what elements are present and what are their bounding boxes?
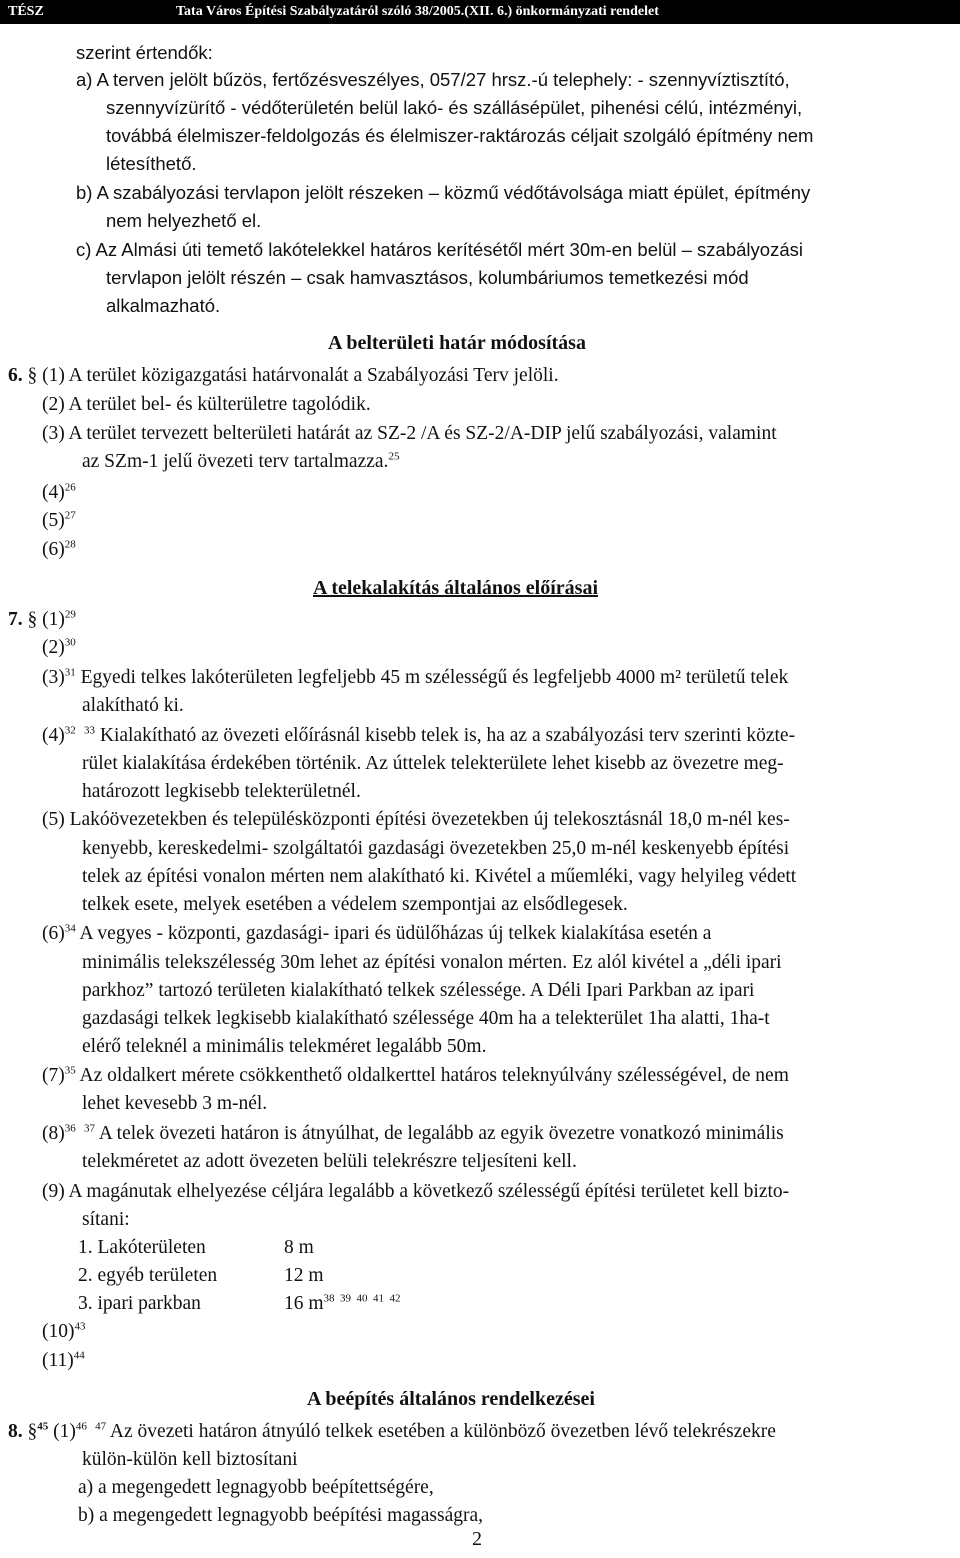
section7-para10 <box>42 1320 86 1344</box>
page-header <box>0 0 960 24</box>
footnote-ref: 27 <box>64 509 76 522</box>
section6-para2: (2) A terület bel- és külterületre tagolódik. <box>42 394 371 415</box>
section7-para5-line4: telkek esete, melyek esetében a védelem szempontjai az elsődlegesek. <box>82 894 628 915</box>
section6-p4-label: (4) <box>42 482 65 503</box>
section6-para5 <box>42 509 76 533</box>
footnote-ref: 26 <box>64 481 76 494</box>
section7-para7-line2: lehet kevesebb 3 m-nél. <box>82 1093 268 1114</box>
list-item-label: 2. egyéb területen <box>78 1265 218 1286</box>
section8-para1-line1 <box>8 1420 776 1444</box>
footnote-ref: 38 39 40 41 42 <box>323 1292 401 1305</box>
page-number: 2 <box>472 1528 482 1550</box>
section7-para8-line2: telekméretet az adott övezeten belüli telekrészre teljesíteni kell. <box>82 1151 577 1172</box>
section7-number: 7. <box>8 609 23 630</box>
section8-p1-text: Az övezeti határon átnyúló telkek esetében a különböző övezetben lévő telekrészekre <box>106 1421 776 1442</box>
section7-p1-label: (1) <box>37 609 65 630</box>
section7-para7-line1 <box>42 1064 789 1088</box>
section-sign: § <box>22 609 38 630</box>
section7-para5-line3: telek az építési vonalon mérten nem alakítható ki. Kivétel a műemléki, vagy helyileg védett <box>82 866 797 887</box>
section7-para6-line3: parkhoz” tartozó területen kialakítható telkek szélessége. A Déli Ipari Parkban az ipari <box>82 980 755 1001</box>
section7-para5-line2: kenyebb, kereskedelmi- szolgáltatói gazdasági övezetekben 25,0 m-nél keskenyebb építési <box>82 838 790 859</box>
section7-para1 <box>8 608 76 632</box>
section7-para11 <box>42 1349 85 1373</box>
footnote-ref: 44 <box>73 1349 85 1362</box>
section7-para9-line2: sítani: <box>82 1209 130 1230</box>
section7-heading: A telekalakítás általános előírásai <box>313 577 598 599</box>
section7-p3-label: (3) <box>42 667 65 688</box>
list-item-label: 1. Lakóterületen <box>78 1237 206 1258</box>
section6-para3-line1: (3) A terület tervezett belterületi határát az SZ-2 /A és SZ-2/A-DIP jelű szabályozási, valamint <box>42 423 777 444</box>
footnote-ref: 28 <box>64 538 76 551</box>
intro-b-line1: b) A szabályozási tervlapon jelölt részeken – közmű védőtávolsága miatt épület, építmény <box>76 182 811 203</box>
intro-c-line3: alkalmazható. <box>106 295 221 316</box>
section7-para9-line1: (9) A magánutak elhelyezése céljára legalább a következő szélességű építési területet kell bizto- <box>42 1181 790 1202</box>
footnote-ref: 46 47 <box>75 1420 107 1433</box>
section7-p3-text: Egyedi telkes lakóterületen legfeljebb 45 m szélességű és legfeljebb 4000 m² területű telek <box>75 667 789 688</box>
section7-p7-label: (7) <box>42 1065 65 1086</box>
intro-line: szerint értendők: <box>76 42 213 63</box>
section7-para6-line5: elérő teleknél a minimális telekméret legalább 50m. <box>82 1036 487 1057</box>
section6-para1 <box>8 364 559 388</box>
section7-para6-line1 <box>42 922 711 946</box>
section6-para6 <box>42 538 76 562</box>
section8-para1-line2: külön-külön kell biztosítani <box>82 1449 298 1470</box>
section7-para4-line3: határozott legkisebb telekterületnél. <box>82 781 361 802</box>
section6-p1-text: (1) A terület közigazgatási határvonalát a Szabályozási Terv jelöli. <box>37 365 559 386</box>
footnote-ref: 32 33 <box>64 724 95 737</box>
intro-c-line1: c) Az Almási úti temető lakótelekkel határos kerítésétől mért 30m-en belül – szabályozási <box>76 239 803 260</box>
intro-a-line2: szennyvízürítő - védőterületén belül lakó- és szállásépület, pihenési célú, intézményi, <box>106 97 803 118</box>
footnote-ref: 30 <box>64 636 76 649</box>
intro-c-line2: tervlapon jelölt részén – csak hamvasztásos, kolumbáriumos temetkezési mód <box>106 267 749 288</box>
intro-a-line3: továbbá élelmiszer-feldolgozás és élelmiszer-raktározás céljait szolgáló építmény nem <box>106 125 814 146</box>
header-left: TÉSZ <box>8 4 44 19</box>
section6-p3b-text: az SZm-1 jelű övezeti terv tartalmazza. <box>82 451 389 472</box>
intro-a-line4: létesíthető. <box>106 153 197 174</box>
section7-p10-label: (10) <box>42 1321 75 1342</box>
section7-para6-line4: gazdasági telkek legkisebb kialakítható szélessége 40m ha a telekterület 1ha alatti, 1ha-t <box>82 1008 770 1029</box>
footnote-ref: 36 37 <box>64 1122 95 1135</box>
list-item-value: 16 m <box>284 1293 324 1314</box>
footnote-ref: 31 <box>64 666 76 679</box>
section7-p6-text: A vegyes - központi, gazdasági- ipari és üdülőházas új telkek kialakítása esetén a <box>75 923 712 944</box>
footnote-ref: 43 <box>74 1320 86 1333</box>
section6-para3-line2 <box>82 450 399 474</box>
section8-heading: A beépítés általános rendelkezései <box>307 1388 595 1410</box>
footnote-ref: 35 <box>64 1064 76 1077</box>
section7-para5-line1: (5) Lakóövezetekben és településközponti építési övezetekben új telekosztásnál 18,0 m-nél kes- <box>42 809 790 830</box>
intro-a-line1: a) A terven jelölt bűzös, fertőzésveszélyes, 057/27 hrsz.-ú telephely: - szennyvíztisztító, <box>76 69 790 90</box>
section6-heading: A belterületi határ módosítása <box>328 332 586 354</box>
intro-b-line2: nem helyezhető el. <box>106 210 262 231</box>
footnote-ref: 45 <box>37 1420 49 1433</box>
section-sign: § <box>22 1421 38 1442</box>
section7-p2-label: (2) <box>42 637 65 658</box>
section7-para8-line1 <box>42 1122 784 1146</box>
section7-para2 <box>42 636 76 660</box>
section7-para4-line2: rület kialakítása érdekében történik. Az úttelek telekterülete lehet kisebb az övezetre meg- <box>82 753 784 774</box>
list-item-value: 12 m <box>284 1265 324 1286</box>
section6-number: 6. <box>8 365 23 386</box>
section7-p8-label: (8) <box>42 1123 65 1144</box>
section7-para6-line2: minimális telekszélesség 30m lehet az építési vonalon mérten. Ez alól kivétel a „déli ipari <box>82 952 782 973</box>
section7-p7-text: Az oldalkert mérete csökkenthető oldalkerttel határos teleknyúlvány szélességével, de nem <box>75 1065 789 1086</box>
header-title: Tata Város Építési Szabályzatáról szóló 38/2005.(XII. 6.) önkormányzati rendelet <box>176 4 659 19</box>
section8-p1-label: (1) <box>48 1421 76 1442</box>
list-item-value-with-footnotes <box>284 1292 401 1316</box>
footnote-ref: 25 <box>388 450 400 463</box>
section7-p4-text: Kialakítható az övezeti előírásnál kisebb telek is, ha az a szabályozási terv szerinti közte- <box>95 725 796 746</box>
footnote-ref: 34 <box>64 922 76 935</box>
section6-p5-label: (5) <box>42 510 65 531</box>
section7-p11-label: (11) <box>42 1350 74 1371</box>
footnote-ref: 29 <box>64 608 76 621</box>
section7-para3-line1 <box>42 666 788 690</box>
list-item-label: 3. ipari parkban <box>78 1293 201 1314</box>
section8-number: 8. <box>8 1421 23 1442</box>
section7-p4-label: (4) <box>42 725 65 746</box>
section-sign: § <box>22 365 38 386</box>
section7-p6-label: (6) <box>42 923 65 944</box>
section7-p8-text: A telek övezeti határon is átnyúlhat, de legalább az egyik övezetre vonatkozó minimális <box>95 1123 784 1144</box>
section7-para4-line1 <box>42 724 795 748</box>
list-item-value: 8 m <box>284 1237 314 1258</box>
section6-p6-label: (6) <box>42 539 65 560</box>
section8-item-a: a) a megengedett legnagyobb beépítettségére, <box>78 1477 434 1498</box>
section6-para4 <box>42 481 76 505</box>
section8-item-b: b) a megengedett legnagyobb beépítési magasságra, <box>78 1505 484 1526</box>
section7-para3-line2: alakítható ki. <box>82 695 184 716</box>
